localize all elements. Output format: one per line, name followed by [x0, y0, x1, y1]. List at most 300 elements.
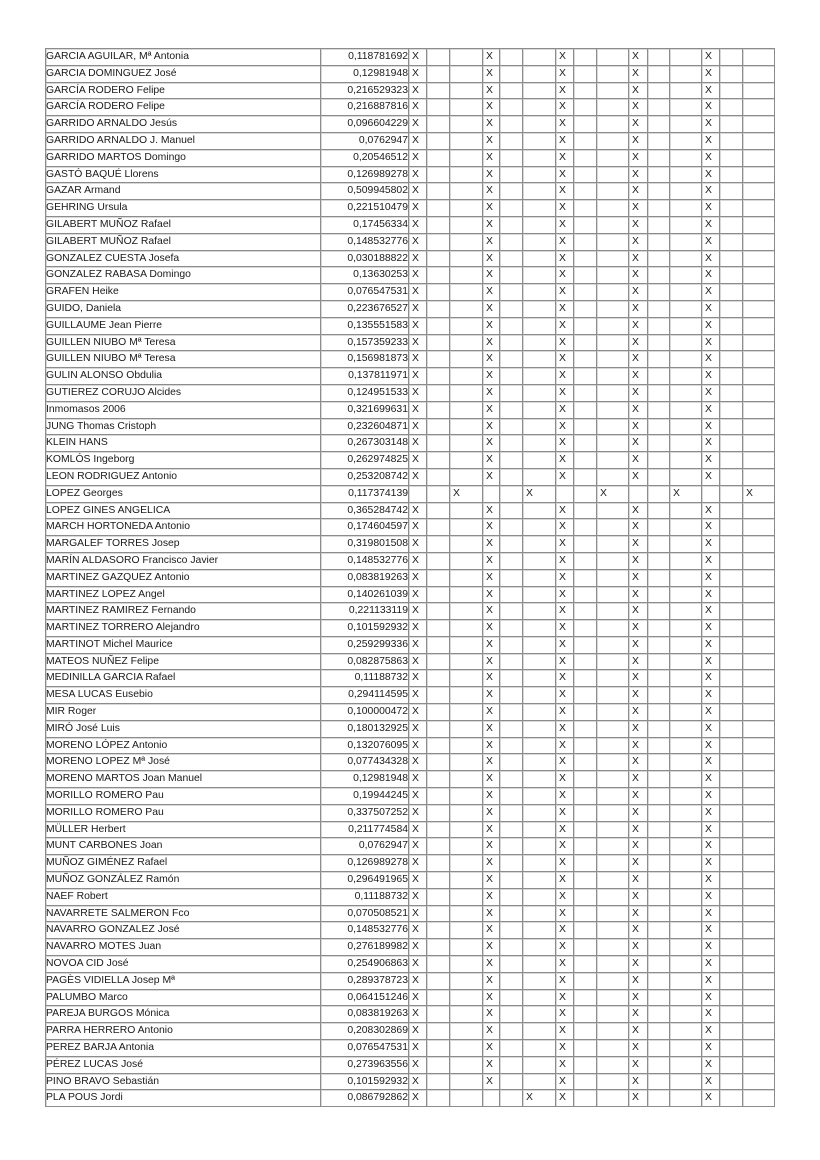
table-row	[46, 889, 775, 906]
mark-cell-empty	[500, 889, 523, 906]
mark-cell-empty	[597, 687, 629, 704]
mark-cell-x: X	[556, 872, 574, 889]
mark-cell-x: X	[556, 1040, 574, 1057]
mark-cell-empty	[670, 990, 702, 1007]
mark-cell-empty	[500, 939, 523, 956]
mark-cell-empty	[670, 687, 702, 704]
table-row	[46, 956, 775, 973]
owner-name-cell: MARCH HORTONEDA Antonio	[46, 519, 321, 536]
owner-name-cell: MORENO LÓPEZ Antonio	[46, 738, 321, 755]
table-row	[46, 1023, 775, 1040]
mark-cell-x: X	[629, 822, 648, 839]
mark-cell-empty	[523, 251, 556, 268]
mark-cell-empty	[597, 385, 629, 402]
mark-cell-empty	[670, 133, 702, 150]
table-row	[46, 1006, 775, 1023]
mark-cell-empty	[743, 536, 775, 553]
mark-cell-empty	[574, 536, 597, 553]
mark-cell-empty	[720, 721, 743, 738]
table-row	[46, 570, 775, 587]
mark-cell-empty	[743, 805, 775, 822]
owner-name-cell: GARCIA DOMINGUEZ José	[46, 66, 321, 83]
share-value-cell: 0,11188732	[321, 670, 409, 687]
mark-cell-x: X	[556, 670, 574, 687]
mark-cell-empty	[648, 670, 670, 687]
mark-cell-x: X	[556, 368, 574, 385]
mark-cell-x: X	[629, 704, 648, 721]
mark-cell-empty	[523, 754, 556, 771]
mark-cell-x: X	[483, 587, 500, 604]
mark-cell-empty	[743, 217, 775, 234]
mark-cell-x: X	[556, 385, 574, 402]
mark-cell-x: X	[409, 385, 427, 402]
mark-cell-empty	[427, 788, 450, 805]
mark-cell-empty	[523, 587, 556, 604]
mark-cell-empty	[670, 49, 702, 66]
mark-cell-empty	[670, 939, 702, 956]
mark-cell-x: X	[556, 704, 574, 721]
owner-name-cell: GUTIEREZ CORUJO Alcides	[46, 385, 321, 402]
share-value-cell: 0,082875863	[321, 654, 409, 671]
mark-cell-x: X	[629, 267, 648, 284]
mark-cell-empty	[670, 452, 702, 469]
mark-cell-x: X	[556, 301, 574, 318]
mark-cell-empty	[720, 687, 743, 704]
mark-cell-x: X	[523, 1090, 556, 1107]
mark-cell-empty	[427, 721, 450, 738]
share-value-cell: 0,101592932	[321, 1074, 409, 1091]
mark-cell-x: X	[629, 553, 648, 570]
mark-cell-empty	[648, 368, 670, 385]
mark-cell-x: X	[702, 670, 720, 687]
mark-cell-empty	[597, 368, 629, 385]
mark-cell-empty	[670, 335, 702, 352]
mark-cell-empty	[720, 620, 743, 637]
mark-cell-empty	[743, 133, 775, 150]
mark-cell-empty	[743, 553, 775, 570]
mark-cell-x: X	[409, 267, 427, 284]
mark-cell-x: X	[483, 939, 500, 956]
mark-cell-x: X	[483, 251, 500, 268]
table-row	[46, 704, 775, 721]
mark-cell-empty	[648, 704, 670, 721]
mark-cell-x: X	[629, 838, 648, 855]
table-row	[46, 503, 775, 520]
mark-cell-x: X	[409, 99, 427, 116]
mark-cell-empty	[720, 603, 743, 620]
mark-cell-empty	[648, 1023, 670, 1040]
mark-cell-empty	[450, 687, 483, 704]
mark-cell-x: X	[556, 637, 574, 654]
mark-cell-x: X	[556, 217, 574, 234]
mark-cell-x: X	[409, 570, 427, 587]
table-row	[46, 49, 775, 66]
mark-cell-empty	[720, 150, 743, 167]
mark-cell-x: X	[702, 83, 720, 100]
mark-cell-x: X	[702, 906, 720, 923]
share-value-cell: 0,086792862	[321, 1090, 409, 1107]
mark-cell-x: X	[483, 368, 500, 385]
owner-name-cell: LOPEZ Georges	[46, 486, 321, 503]
mark-cell-empty	[450, 754, 483, 771]
mark-cell-empty	[427, 368, 450, 385]
mark-cell-x: X	[702, 133, 720, 150]
mark-cell-empty	[450, 1006, 483, 1023]
mark-cell-empty	[500, 788, 523, 805]
mark-cell-empty	[500, 251, 523, 268]
mark-cell-empty	[450, 435, 483, 452]
mark-cell-x: X	[409, 133, 427, 150]
mark-cell-empty	[523, 519, 556, 536]
mark-cell-x: X	[409, 419, 427, 436]
mark-cell-x: X	[556, 990, 574, 1007]
mark-cell-x: X	[409, 234, 427, 251]
table-body	[46, 49, 775, 1107]
mark-cell-x: X	[556, 351, 574, 368]
mark-cell-x: X	[556, 284, 574, 301]
mark-cell-empty	[720, 654, 743, 671]
table-row	[46, 855, 775, 872]
mark-cell-empty	[450, 150, 483, 167]
mark-cell-x: X	[409, 704, 427, 721]
mark-cell-empty	[500, 284, 523, 301]
mark-cell-empty	[427, 217, 450, 234]
mark-cell-empty	[670, 956, 702, 973]
mark-cell-empty	[500, 603, 523, 620]
mark-cell-empty	[427, 922, 450, 939]
mark-cell-empty	[648, 654, 670, 671]
mark-cell-x: X	[483, 83, 500, 100]
share-value-cell: 0,11188732	[321, 889, 409, 906]
mark-cell-empty	[670, 116, 702, 133]
mark-cell-empty	[574, 822, 597, 839]
mark-cell-x: X	[409, 654, 427, 671]
mark-cell-empty	[743, 385, 775, 402]
mark-cell-x: X	[702, 183, 720, 200]
mark-cell-x: X	[556, 553, 574, 570]
mark-cell-x: X	[556, 738, 574, 755]
mark-cell-x: X	[483, 1023, 500, 1040]
mark-cell-x: X	[556, 1074, 574, 1091]
mark-cell-empty	[523, 419, 556, 436]
mark-cell-empty	[648, 335, 670, 352]
mark-cell-empty	[670, 536, 702, 553]
mark-cell-x: X	[702, 754, 720, 771]
mark-cell-empty	[648, 267, 670, 284]
mark-cell-x: X	[629, 1040, 648, 1057]
mark-cell-empty	[450, 721, 483, 738]
mark-cell-x: X	[483, 553, 500, 570]
mark-cell-x: X	[483, 670, 500, 687]
mark-cell-empty	[450, 906, 483, 923]
mark-cell-x: X	[629, 66, 648, 83]
mark-cell-x: X	[702, 1023, 720, 1040]
mark-cell-empty	[523, 385, 556, 402]
share-value-cell: 0,208302869	[321, 1023, 409, 1040]
mark-cell-empty	[523, 922, 556, 939]
mark-cell-empty	[574, 301, 597, 318]
share-value-cell: 0,254906863	[321, 956, 409, 973]
mark-cell-empty	[720, 200, 743, 217]
table-row	[46, 301, 775, 318]
mark-cell-empty	[720, 99, 743, 116]
mark-cell-empty	[500, 66, 523, 83]
mark-cell-x: X	[483, 284, 500, 301]
mark-cell-empty	[427, 1040, 450, 1057]
mark-cell-empty	[720, 133, 743, 150]
mark-cell-empty	[500, 754, 523, 771]
mark-cell-empty	[500, 234, 523, 251]
mark-cell-x: X	[556, 973, 574, 990]
share-value-cell: 0,289378723	[321, 973, 409, 990]
owner-name-cell: MARTINEZ LOPEZ Angel	[46, 587, 321, 604]
table-row	[46, 754, 775, 771]
mark-cell-x: X	[629, 754, 648, 771]
mark-cell-empty	[743, 704, 775, 721]
mark-cell-x: X	[629, 519, 648, 536]
mark-cell-empty	[500, 654, 523, 671]
mark-cell-x: X	[556, 939, 574, 956]
mark-cell-x: X	[409, 1023, 427, 1040]
owner-name-cell: NOVOA CID José	[46, 956, 321, 973]
mark-cell-empty	[450, 49, 483, 66]
mark-cell-empty	[743, 603, 775, 620]
mark-cell-x: X	[629, 587, 648, 604]
mark-cell-empty	[597, 654, 629, 671]
mark-cell-empty	[648, 956, 670, 973]
mark-cell-x: X	[702, 368, 720, 385]
mark-cell-empty	[597, 167, 629, 184]
mark-cell-empty	[500, 419, 523, 436]
mark-cell-empty	[597, 116, 629, 133]
mark-cell-empty	[574, 351, 597, 368]
mark-cell-x: X	[629, 217, 648, 234]
mark-cell-empty	[500, 49, 523, 66]
mark-cell-x: X	[409, 335, 427, 352]
mark-cell-empty	[597, 939, 629, 956]
mark-cell-empty	[648, 922, 670, 939]
mark-cell-x: X	[409, 603, 427, 620]
mark-cell-empty	[500, 721, 523, 738]
owner-name-cell: MIRÓ José Luis	[46, 721, 321, 738]
mark-cell-empty	[720, 587, 743, 604]
mark-cell-x: X	[483, 956, 500, 973]
mark-cell-empty	[720, 234, 743, 251]
mark-cell-x: X	[483, 754, 500, 771]
mark-cell-x: X	[629, 49, 648, 66]
mark-cell-empty	[648, 990, 670, 1007]
mark-cell-empty	[597, 872, 629, 889]
share-value-cell: 0,294114595	[321, 687, 409, 704]
document-page	[45, 48, 775, 1107]
mark-cell-empty	[500, 503, 523, 520]
mark-cell-empty	[648, 855, 670, 872]
mark-cell-empty	[574, 1040, 597, 1057]
mark-cell-empty	[523, 301, 556, 318]
mark-cell-empty	[574, 637, 597, 654]
mark-cell-x: X	[409, 167, 427, 184]
table-row	[46, 838, 775, 855]
mark-cell-empty	[427, 872, 450, 889]
table-row	[46, 1074, 775, 1091]
mark-cell-empty	[574, 200, 597, 217]
owner-name-cell: MATEOS NUÑEZ Felipe	[46, 654, 321, 671]
table-row	[46, 150, 775, 167]
mark-cell-empty	[743, 654, 775, 671]
owner-name-cell: GONZALEZ RABASA Domingo	[46, 267, 321, 284]
mark-cell-empty	[670, 822, 702, 839]
mark-cell-x: X	[409, 150, 427, 167]
mark-cell-empty	[574, 738, 597, 755]
mark-cell-x: X	[702, 738, 720, 755]
mark-cell-empty	[743, 402, 775, 419]
owner-name-cell: KLEIN HANS	[46, 435, 321, 452]
mark-cell-empty	[523, 603, 556, 620]
mark-cell-x: X	[483, 49, 500, 66]
mark-cell-empty	[720, 368, 743, 385]
mark-cell-empty	[500, 335, 523, 352]
mark-cell-empty	[450, 419, 483, 436]
mark-cell-x: X	[409, 973, 427, 990]
mark-cell-x: X	[702, 721, 720, 738]
mark-cell-x: X	[702, 805, 720, 822]
mark-cell-empty	[427, 519, 450, 536]
mark-cell-empty	[450, 973, 483, 990]
owner-name-cell: MUÑOZ GIMÉNEZ Rafael	[46, 855, 321, 872]
mark-cell-empty	[450, 553, 483, 570]
table-row	[46, 469, 775, 486]
mark-cell-empty	[450, 788, 483, 805]
mark-cell-empty	[500, 670, 523, 687]
mark-cell-empty	[523, 435, 556, 452]
mark-cell-empty	[523, 284, 556, 301]
mark-cell-empty	[450, 251, 483, 268]
mark-cell-empty	[648, 66, 670, 83]
owner-name-cell: GUILLAUME Jean Pierre	[46, 318, 321, 335]
mark-cell-empty	[450, 301, 483, 318]
mark-cell-empty	[574, 66, 597, 83]
mark-cell-empty	[597, 234, 629, 251]
mark-cell-empty	[427, 183, 450, 200]
mark-cell-empty	[597, 990, 629, 1007]
mark-cell-x: X	[629, 368, 648, 385]
mark-cell-x: X	[483, 234, 500, 251]
mark-cell-x: X	[523, 486, 556, 503]
mark-cell-empty	[597, 754, 629, 771]
mark-cell-x: X	[483, 200, 500, 217]
mark-cell-empty	[427, 469, 450, 486]
mark-cell-empty	[574, 956, 597, 973]
mark-cell-x: X	[702, 570, 720, 587]
owner-name-cell: PAREJA BURGOS Mónica	[46, 1006, 321, 1023]
mark-cell-x: X	[409, 200, 427, 217]
mark-cell-x: X	[409, 687, 427, 704]
mark-cell-empty	[670, 217, 702, 234]
mark-cell-empty	[597, 267, 629, 284]
mark-cell-empty	[720, 637, 743, 654]
mark-cell-x: X	[483, 687, 500, 704]
mark-cell-empty	[450, 838, 483, 855]
mark-cell-empty	[743, 906, 775, 923]
mark-cell-empty	[597, 906, 629, 923]
mark-cell-x: X	[629, 570, 648, 587]
table-row	[46, 402, 775, 419]
mark-cell-empty	[720, 1040, 743, 1057]
mark-cell-empty	[648, 906, 670, 923]
mark-cell-empty	[597, 49, 629, 66]
mark-cell-x: X	[629, 788, 648, 805]
mark-cell-empty	[743, 435, 775, 452]
mark-cell-empty	[450, 83, 483, 100]
mark-cell-x: X	[409, 553, 427, 570]
mark-cell-x: X	[556, 906, 574, 923]
owners-table	[45, 48, 775, 1107]
mark-cell-empty	[427, 1090, 450, 1107]
mark-cell-x: X	[629, 1074, 648, 1091]
mark-cell-empty	[720, 49, 743, 66]
table-row	[46, 872, 775, 889]
mark-cell-empty	[597, 83, 629, 100]
share-value-cell: 0,077434328	[321, 754, 409, 771]
mark-cell-empty	[597, 670, 629, 687]
mark-cell-empty	[427, 150, 450, 167]
mark-cell-empty	[720, 351, 743, 368]
mark-cell-empty	[720, 704, 743, 721]
mark-cell-x: X	[556, 1023, 574, 1040]
mark-cell-empty	[427, 419, 450, 436]
mark-cell-empty	[523, 335, 556, 352]
mark-cell-empty	[523, 822, 556, 839]
mark-cell-empty	[720, 503, 743, 520]
mark-cell-empty	[720, 670, 743, 687]
mark-cell-empty	[670, 906, 702, 923]
share-value-cell: 0,100000472	[321, 704, 409, 721]
table-row	[46, 435, 775, 452]
mark-cell-empty	[720, 1023, 743, 1040]
mark-cell-empty	[574, 1006, 597, 1023]
mark-cell-x: X	[702, 1057, 720, 1074]
mark-cell-empty	[500, 822, 523, 839]
mark-cell-empty	[720, 939, 743, 956]
mark-cell-x: X	[702, 49, 720, 66]
mark-cell-empty	[500, 116, 523, 133]
mark-cell-empty	[427, 301, 450, 318]
mark-cell-empty	[427, 318, 450, 335]
mark-cell-empty	[720, 1090, 743, 1107]
mark-cell-empty	[523, 637, 556, 654]
mark-cell-empty	[743, 49, 775, 66]
mark-cell-empty	[597, 200, 629, 217]
mark-cell-x: X	[483, 805, 500, 822]
mark-cell-x: X	[483, 519, 500, 536]
mark-cell-x: X	[702, 234, 720, 251]
mark-cell-empty	[648, 603, 670, 620]
table-row	[46, 788, 775, 805]
mark-cell-x: X	[556, 620, 574, 637]
mark-cell-x: X	[556, 1090, 574, 1107]
mark-cell-empty	[574, 721, 597, 738]
share-value-cell: 0,296491965	[321, 872, 409, 889]
share-value-cell: 0,262974825	[321, 452, 409, 469]
mark-cell-empty	[574, 183, 597, 200]
mark-cell-empty	[523, 704, 556, 721]
mark-cell-empty	[648, 771, 670, 788]
mark-cell-empty	[427, 990, 450, 1007]
mark-cell-x: X	[483, 99, 500, 116]
mark-cell-empty	[427, 335, 450, 352]
mark-cell-empty	[427, 670, 450, 687]
table-row	[46, 587, 775, 604]
